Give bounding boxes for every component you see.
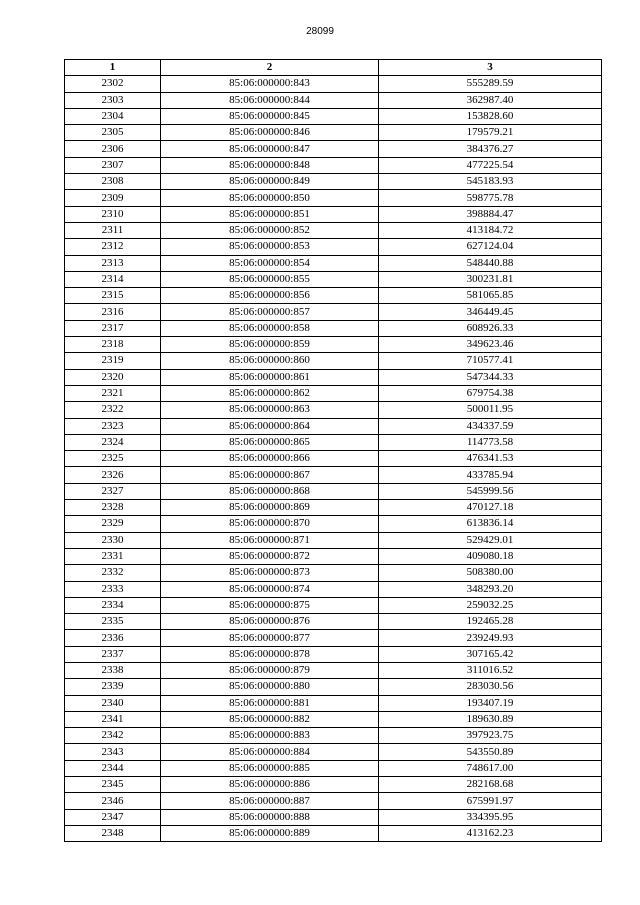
cadastral-number-cell: 85:06:000000:859 — [161, 337, 379, 353]
cadastral-number-cell: 85:06:000000:887 — [161, 793, 379, 809]
table-row — [65, 434, 602, 450]
value-cell: 548440.88 — [379, 255, 602, 271]
row-number-cell: 2314 — [65, 271, 161, 287]
cadastral-number-cell: 85:06:000000:872 — [161, 548, 379, 564]
value-cell: 598775.78 — [379, 190, 602, 206]
value-cell: 529429.01 — [379, 532, 602, 548]
row-number-cell: 2344 — [65, 760, 161, 776]
cadastral-number-cell: 85:06:000000:874 — [161, 581, 379, 597]
cadastral-number-cell: 85:06:000000:863 — [161, 402, 379, 418]
cadastral-number-cell: 85:06:000000:851 — [161, 206, 379, 222]
value-cell: 627124.04 — [379, 239, 602, 255]
cadastral-number-cell: 85:06:000000:880 — [161, 679, 379, 695]
value-cell: 282168.68 — [379, 777, 602, 793]
table-row — [65, 809, 602, 825]
table-row — [65, 532, 602, 548]
table-row — [65, 662, 602, 678]
row-number-cell: 2320 — [65, 369, 161, 385]
value-cell: 348293.20 — [379, 581, 602, 597]
value-cell: 679754.38 — [379, 385, 602, 401]
row-number-cell: 2316 — [65, 304, 161, 320]
value-cell: 748617.00 — [379, 760, 602, 776]
value-cell: 397923.75 — [379, 728, 602, 744]
value-cell: 500011.95 — [379, 402, 602, 418]
cadastral-number-cell: 85:06:000000:886 — [161, 777, 379, 793]
cadastral-number-cell: 85:06:000000:860 — [161, 353, 379, 369]
row-number-cell: 2330 — [65, 532, 161, 548]
table-row — [65, 385, 602, 401]
row-number-cell: 2313 — [65, 255, 161, 271]
cadastral-number-cell: 85:06:000000:883 — [161, 728, 379, 744]
row-number-cell: 2346 — [65, 793, 161, 809]
cadastral-number-cell: 85:06:000000:866 — [161, 451, 379, 467]
cadastral-number-cell: 85:06:000000:856 — [161, 288, 379, 304]
row-number-cell: 2304 — [65, 108, 161, 124]
cadastral-number-cell: 85:06:000000:875 — [161, 597, 379, 613]
value-cell: 334395.95 — [379, 809, 602, 825]
table-row — [65, 239, 602, 255]
row-number-cell: 2336 — [65, 630, 161, 646]
cadastral-number-cell: 85:06:000000:854 — [161, 255, 379, 271]
table-row — [65, 548, 602, 564]
cadastral-number-cell: 85:06:000000:861 — [161, 369, 379, 385]
value-cell: 283030.56 — [379, 679, 602, 695]
row-number-cell: 2329 — [65, 516, 161, 532]
table-row — [65, 255, 602, 271]
cadastral-number-cell: 85:06:000000:848 — [161, 157, 379, 173]
cadastral-number-cell: 85:06:000000:873 — [161, 565, 379, 581]
cadastral-number-cell: 85:06:000000:845 — [161, 108, 379, 124]
cadastral-number-cell: 85:06:000000:847 — [161, 141, 379, 157]
cadastral-number-cell: 85:06:000000:882 — [161, 711, 379, 727]
row-number-cell: 2324 — [65, 434, 161, 450]
table-row — [65, 418, 602, 434]
value-cell: 311016.52 — [379, 662, 602, 678]
value-cell: 477225.54 — [379, 157, 602, 173]
row-number-cell: 2302 — [65, 76, 161, 92]
row-number-cell: 2341 — [65, 711, 161, 727]
column-header-2: 2 — [161, 60, 379, 76]
value-cell: 547344.33 — [379, 369, 602, 385]
cadastral-number-cell: 85:06:000000:868 — [161, 483, 379, 499]
cadastral-number-cell: 85:06:000000:881 — [161, 695, 379, 711]
value-cell: 346449.45 — [379, 304, 602, 320]
value-cell: 192465.28 — [379, 614, 602, 630]
cadastral-number-cell: 85:06:000000:853 — [161, 239, 379, 255]
cadastral-number-cell: 85:06:000000:855 — [161, 271, 379, 287]
column-header-3: 3 — [379, 60, 602, 76]
cadastral-number-cell: 85:06:000000:876 — [161, 614, 379, 630]
cadastral-number-cell: 85:06:000000:889 — [161, 825, 379, 841]
table-row — [65, 353, 602, 369]
table-row — [65, 711, 602, 727]
value-cell: 114773.58 — [379, 434, 602, 450]
cadastral-number-cell: 85:06:000000:879 — [161, 662, 379, 678]
value-cell: 508380.00 — [379, 565, 602, 581]
row-number-cell: 2315 — [65, 288, 161, 304]
table-row — [65, 581, 602, 597]
value-cell: 470127.18 — [379, 500, 602, 516]
row-number-cell: 2310 — [65, 206, 161, 222]
row-number-cell: 2348 — [65, 825, 161, 841]
value-cell: 545999.56 — [379, 483, 602, 499]
value-cell: 613836.14 — [379, 516, 602, 532]
row-number-cell: 2306 — [65, 141, 161, 157]
value-cell: 189630.89 — [379, 711, 602, 727]
table-row — [65, 222, 602, 238]
cadastral-number-cell: 85:06:000000:865 — [161, 434, 379, 450]
table-row — [65, 174, 602, 190]
row-number-cell: 2342 — [65, 728, 161, 744]
value-cell: 710577.41 — [379, 353, 602, 369]
value-cell: 300231.81 — [379, 271, 602, 287]
row-number-cell: 2347 — [65, 809, 161, 825]
table-row — [65, 744, 602, 760]
table-row — [65, 483, 602, 499]
value-cell: 543550.89 — [379, 744, 602, 760]
table-row — [65, 777, 602, 793]
table-row — [65, 500, 602, 516]
table-row — [65, 825, 602, 841]
table-body — [65, 76, 602, 842]
table-row — [65, 288, 602, 304]
table-row — [65, 190, 602, 206]
row-number-cell: 2332 — [65, 565, 161, 581]
row-number-cell: 2337 — [65, 646, 161, 662]
table-row — [65, 695, 602, 711]
table-row — [65, 451, 602, 467]
row-number-cell: 2339 — [65, 679, 161, 695]
value-cell: 433785.94 — [379, 467, 602, 483]
row-number-cell: 2309 — [65, 190, 161, 206]
table-row — [65, 108, 602, 124]
cadastral-number-cell: 85:06:000000:869 — [161, 500, 379, 516]
table-row — [65, 614, 602, 630]
value-cell: 239249.93 — [379, 630, 602, 646]
value-cell: 409080.18 — [379, 548, 602, 564]
table-row — [65, 125, 602, 141]
row-number-cell: 2326 — [65, 467, 161, 483]
cadastral-number-cell: 85:06:000000:862 — [161, 385, 379, 401]
value-cell: 384376.27 — [379, 141, 602, 157]
table-row — [65, 157, 602, 173]
row-number-cell: 2340 — [65, 695, 161, 711]
table-row — [65, 646, 602, 662]
value-cell: 413184.72 — [379, 222, 602, 238]
row-number-cell: 2343 — [65, 744, 161, 760]
table-row — [65, 141, 602, 157]
row-number-cell: 2334 — [65, 597, 161, 613]
value-cell: 259032.25 — [379, 597, 602, 613]
value-cell: 545183.93 — [379, 174, 602, 190]
table-row — [65, 304, 602, 320]
table-row — [65, 679, 602, 695]
value-cell: 362987.40 — [379, 92, 602, 108]
value-cell: 349623.46 — [379, 337, 602, 353]
cadastral-number-cell: 85:06:000000:852 — [161, 222, 379, 238]
row-number-cell: 2327 — [65, 483, 161, 499]
row-number-cell: 2321 — [65, 385, 161, 401]
value-cell: 193407.19 — [379, 695, 602, 711]
row-number-cell: 2345 — [65, 777, 161, 793]
cadastral-number-cell: 85:06:000000:843 — [161, 76, 379, 92]
table-row — [65, 630, 602, 646]
table-row — [65, 402, 602, 418]
table-row — [65, 565, 602, 581]
cadastral-number-cell: 85:06:000000:871 — [161, 532, 379, 548]
value-cell: 608926.33 — [379, 320, 602, 336]
table-row — [65, 320, 602, 336]
value-cell: 153828.60 — [379, 108, 602, 124]
table-row — [65, 369, 602, 385]
value-cell: 675991.97 — [379, 793, 602, 809]
row-number-cell: 2303 — [65, 92, 161, 108]
row-number-cell: 2317 — [65, 320, 161, 336]
cadastral-number-cell: 85:06:000000:878 — [161, 646, 379, 662]
value-cell: 581065.85 — [379, 288, 602, 304]
table-row — [65, 728, 602, 744]
table-row — [65, 516, 602, 532]
row-number-cell: 2331 — [65, 548, 161, 564]
table-header-row — [65, 60, 602, 76]
row-number-cell: 2328 — [65, 500, 161, 516]
row-number-cell: 2338 — [65, 662, 161, 678]
value-cell: 307165.42 — [379, 646, 602, 662]
row-number-cell: 2319 — [65, 353, 161, 369]
row-number-cell: 2307 — [65, 157, 161, 173]
cadastral-number-cell: 85:06:000000:884 — [161, 744, 379, 760]
row-number-cell: 2322 — [65, 402, 161, 418]
table-row — [65, 793, 602, 809]
value-cell: 476341.53 — [379, 451, 602, 467]
table-row — [65, 271, 602, 287]
row-number-cell: 2333 — [65, 581, 161, 597]
value-cell: 398884.47 — [379, 206, 602, 222]
row-number-cell: 2312 — [65, 239, 161, 255]
table-row — [65, 760, 602, 776]
value-cell: 179579.21 — [379, 125, 602, 141]
cadastral-number-cell: 85:06:000000:846 — [161, 125, 379, 141]
cadastral-number-cell: 85:06:000000:858 — [161, 320, 379, 336]
cadastral-number-cell: 85:06:000000:850 — [161, 190, 379, 206]
table-row — [65, 76, 602, 92]
value-cell: 413162.23 — [379, 825, 602, 841]
cadastral-number-cell: 85:06:000000:849 — [161, 174, 379, 190]
cadastral-number-cell: 85:06:000000:870 — [161, 516, 379, 532]
cadastral-number-cell: 85:06:000000:857 — [161, 304, 379, 320]
row-number-cell: 2318 — [65, 337, 161, 353]
row-number-cell: 2305 — [65, 125, 161, 141]
cadastral-number-cell: 85:06:000000:885 — [161, 760, 379, 776]
page-number: 28099 — [306, 26, 334, 37]
cadastral-number-cell: 85:06:000000:877 — [161, 630, 379, 646]
column-header-1: 1 — [65, 60, 161, 76]
cadastral-number-cell: 85:06:000000:867 — [161, 467, 379, 483]
table-row — [65, 206, 602, 222]
row-number-cell: 2335 — [65, 614, 161, 630]
row-number-cell: 2325 — [65, 451, 161, 467]
data-table — [64, 59, 602, 842]
row-number-cell: 2311 — [65, 222, 161, 238]
cadastral-number-cell: 85:06:000000:864 — [161, 418, 379, 434]
row-number-cell: 2308 — [65, 174, 161, 190]
table-row — [65, 337, 602, 353]
cadastral-number-cell: 85:06:000000:888 — [161, 809, 379, 825]
row-number-cell: 2323 — [65, 418, 161, 434]
value-cell: 555289.59 — [379, 76, 602, 92]
table-row — [65, 92, 602, 108]
table-row — [65, 467, 602, 483]
value-cell: 434337.59 — [379, 418, 602, 434]
cadastral-number-cell: 85:06:000000:844 — [161, 92, 379, 108]
table-row — [65, 597, 602, 613]
